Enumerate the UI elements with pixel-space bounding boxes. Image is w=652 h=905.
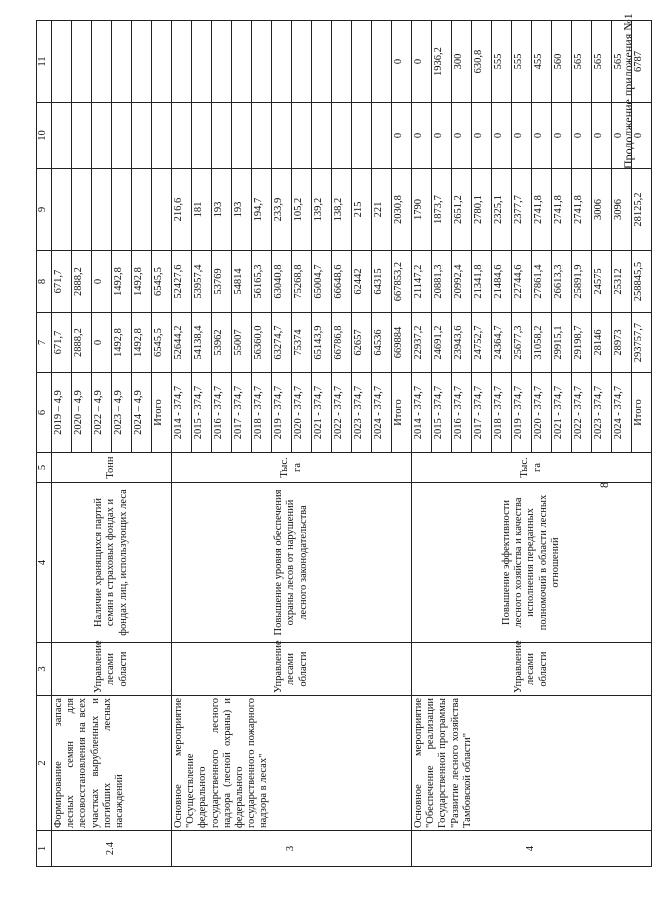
value-col-11: 565	[572, 21, 592, 103]
value-col-9	[112, 169, 132, 251]
measure-3-indicator: Повышение уровня обеспечения охраны лесов от нарушений лесного законодательства	[172, 483, 412, 643]
column-number: 1	[37, 831, 52, 867]
period-cell: 2019 - 374,7	[512, 373, 532, 453]
continuation-label: Продолжение приложения №1	[621, 13, 635, 169]
value-col-11: 555	[492, 21, 512, 103]
period-cell: Итого	[392, 373, 412, 453]
value-col-10: 0	[392, 103, 412, 169]
value-col-10	[212, 103, 232, 169]
column-number: 4	[37, 483, 52, 643]
value-col-7: 55007	[232, 313, 252, 373]
value-col-10: 0	[632, 103, 652, 169]
value-col-11	[192, 21, 212, 103]
period-cell: Итого	[152, 373, 172, 453]
measure-3-executor: Управление лесами области	[172, 643, 412, 696]
period-cell: 2024 - 374,7	[612, 373, 632, 453]
value-col-7: 669884	[392, 313, 412, 373]
period-cell: 2024 – 4,9	[132, 373, 152, 453]
value-col-9: 139,2	[312, 169, 332, 251]
value-col-9	[92, 169, 112, 251]
column-number: 7	[37, 313, 52, 373]
value-col-9	[52, 169, 72, 251]
value-col-10	[112, 103, 132, 169]
value-col-9: 1873,7	[432, 169, 452, 251]
value-col-7: 66786,8	[332, 313, 352, 373]
value-col-7: 22937,2	[412, 313, 432, 373]
value-col-9	[132, 169, 152, 251]
value-col-11	[112, 21, 132, 103]
value-col-11	[132, 21, 152, 103]
measure-3-number: 3	[172, 831, 412, 867]
value-col-7: 6545,5	[152, 313, 172, 373]
value-col-7: 29915,1	[552, 313, 572, 373]
value-col-8: 62442	[352, 251, 372, 313]
value-col-10: 0	[612, 103, 632, 169]
value-col-9: 221	[372, 169, 392, 251]
value-col-9	[72, 169, 92, 251]
period-cell: 2015 - 374,7	[432, 373, 452, 453]
value-col-7: 31058,2	[532, 313, 552, 373]
column-number: 3	[37, 643, 52, 696]
value-col-10: 0	[472, 103, 492, 169]
value-col-11: 300	[452, 21, 472, 103]
value-col-8: 52427,6	[172, 251, 192, 313]
value-col-11: 6787	[632, 21, 652, 103]
measure-2-4-unit: Тонн	[52, 453, 172, 483]
table-row	[412, 21, 432, 867]
measure-2-4-indicator: Наличие хранящихся партий семян в страховых фондах и фондах лиц, использующих леса	[52, 483, 172, 643]
value-col-8: 54814	[232, 251, 252, 313]
value-col-7: 293757,7	[632, 313, 652, 373]
value-col-8: 66648,6	[332, 251, 352, 313]
value-col-9: 138,2	[332, 169, 352, 251]
value-col-7: 65143,9	[312, 313, 332, 373]
value-col-10	[172, 103, 192, 169]
value-col-7: 671,7	[52, 313, 72, 373]
period-cell: 2016 - 374,7	[452, 373, 472, 453]
period-cell: 2016 - 374,7	[212, 373, 232, 453]
measure-2-4-executor: Управление лесами области	[52, 643, 172, 696]
value-col-10: 0	[552, 103, 572, 169]
period-cell: 2017 - 374,7	[232, 373, 252, 453]
value-col-10	[272, 103, 292, 169]
value-col-8: 22744,6	[512, 251, 532, 313]
table-row	[52, 21, 72, 867]
measure-2-4-number: 2.4	[52, 831, 172, 867]
period-cell: 2019 – 4,9	[52, 373, 72, 453]
measure-3-unit: Тыс. га	[172, 453, 412, 483]
value-col-10: 0	[572, 103, 592, 169]
value-col-11: 630,8	[472, 21, 492, 103]
value-col-11	[252, 21, 272, 103]
value-col-11	[292, 21, 312, 103]
table-row	[172, 21, 192, 867]
value-col-8: 25312	[612, 251, 632, 313]
value-col-7: 24752,7	[472, 313, 492, 373]
value-col-9: 2741,8	[552, 169, 572, 251]
value-col-8: 75268,8	[292, 251, 312, 313]
value-col-11	[212, 21, 232, 103]
value-col-11	[352, 21, 372, 103]
period-cell: 2023 - 374,7	[592, 373, 612, 453]
value-col-10	[312, 103, 332, 169]
value-col-8: 53957,4	[192, 251, 212, 313]
period-cell: 2022 - 374,7	[332, 373, 352, 453]
value-col-7: 56360,0	[252, 313, 272, 373]
period-cell: 2021 - 374,7	[312, 373, 332, 453]
value-col-11: 555	[512, 21, 532, 103]
period-cell: 2015 - 374,7	[192, 373, 212, 453]
value-col-10	[52, 103, 72, 169]
value-col-11: 0	[412, 21, 432, 103]
value-col-8: 27861,4	[532, 251, 552, 313]
value-col-7: 52644,2	[172, 313, 192, 373]
column-number: 8	[37, 251, 52, 313]
value-col-8: 2888,2	[72, 251, 92, 313]
value-col-10	[352, 103, 372, 169]
value-col-9: 193	[232, 169, 252, 251]
value-col-10: 0	[532, 103, 552, 169]
measure-4-number: 4	[412, 831, 652, 867]
period-cell: 2019 - 374,7	[272, 373, 292, 453]
value-col-10: 0	[432, 103, 452, 169]
value-col-7: 62657	[352, 313, 372, 373]
value-col-10: 0	[452, 103, 472, 169]
value-col-11	[52, 21, 72, 103]
value-col-10	[252, 103, 272, 169]
period-cell: 2014 - 374,7	[412, 373, 432, 453]
value-col-8: 21341,8	[472, 251, 492, 313]
value-col-9: 233,9	[272, 169, 292, 251]
value-col-9: 2651,2	[452, 169, 472, 251]
value-col-11: 565	[612, 21, 632, 103]
value-col-8: 0	[92, 251, 112, 313]
column-number: 6	[37, 373, 52, 453]
value-col-11	[72, 21, 92, 103]
value-col-7: 1492,8	[112, 313, 132, 373]
value-col-8: 63040,8	[272, 251, 292, 313]
period-cell: 2024 - 374,7	[372, 373, 392, 453]
measure-3-title: Основное мероприятие "Осуществление федерального государственного лесного надзора (лесной охраны) и федерального государственного пожарного надзора в лесах"	[172, 696, 412, 831]
value-col-7: 29198,7	[572, 313, 592, 373]
value-col-7: 28973	[612, 313, 632, 373]
period-cell: 2018 - 374,7	[252, 373, 272, 453]
value-col-9: 2377,7	[512, 169, 532, 251]
measure-2-4-title: Формирование запаса лесных семян для лесовосстановления на всех участках вырубленных и погибших лесных насаждений	[52, 696, 172, 831]
value-col-10: 0	[592, 103, 612, 169]
measure-4-executor: Управление лесами области	[412, 643, 652, 696]
value-col-7: 23943,6	[452, 313, 472, 373]
value-col-10	[152, 103, 172, 169]
measure-4-title: Основное мероприятие "Обеспечение реализации Государственной программы "Развитие лесного хозяйства Тамбовской области"	[412, 696, 652, 831]
value-col-8: 6545,5	[152, 251, 172, 313]
value-col-8: 53769	[212, 251, 232, 313]
value-col-8: 20881,3	[432, 251, 452, 313]
value-col-11: 0	[392, 21, 412, 103]
value-col-9: 3096	[612, 169, 632, 251]
value-col-11: 455	[532, 21, 552, 103]
value-col-10	[292, 103, 312, 169]
column-number: 11	[37, 21, 52, 103]
value-col-10	[72, 103, 92, 169]
value-col-9: 1790	[412, 169, 432, 251]
period-cell: 2023 – 4,9	[112, 373, 132, 453]
value-col-7: 28146	[592, 313, 612, 373]
period-cell: Итого	[632, 373, 652, 453]
value-col-8: 24575	[592, 251, 612, 313]
value-col-8: 21147,2	[412, 251, 432, 313]
value-col-8: 1492,8	[112, 251, 132, 313]
value-col-9: 215	[352, 169, 372, 251]
value-col-11	[372, 21, 392, 103]
program-table	[36, 20, 652, 867]
value-col-8: 667853,2	[392, 251, 412, 313]
value-col-9: 194,7	[252, 169, 272, 251]
value-col-10: 0	[412, 103, 432, 169]
value-col-8: 25891,9	[572, 251, 592, 313]
value-col-7: 0	[92, 313, 112, 373]
column-number: 9	[37, 169, 52, 251]
value-col-7: 75374	[292, 313, 312, 373]
value-col-9: 3006	[592, 169, 612, 251]
period-cell: 2018 - 374,7	[492, 373, 512, 453]
value-col-10	[232, 103, 252, 169]
period-cell: 2020 – 4,9	[72, 373, 92, 453]
value-col-7: 24691,2	[432, 313, 452, 373]
value-col-9: 2741,8	[572, 169, 592, 251]
value-col-7: 25677,3	[512, 313, 532, 373]
value-col-7: 1492,8	[132, 313, 152, 373]
period-cell: 2021 - 374,7	[552, 373, 572, 453]
value-col-11: 1936,2	[432, 21, 452, 103]
value-col-8: 1492,8	[132, 251, 152, 313]
value-col-11	[272, 21, 292, 103]
value-col-9: 28125,2	[632, 169, 652, 251]
column-number: 2	[37, 696, 52, 831]
value-col-7: 54138,4	[192, 313, 212, 373]
value-col-9: 181	[192, 169, 212, 251]
value-col-9: 2325,1	[492, 169, 512, 251]
value-col-9: 2741,8	[532, 169, 552, 251]
value-col-10: 0	[492, 103, 512, 169]
value-col-9: 105,2	[292, 169, 312, 251]
value-col-8: 258845,5	[632, 251, 652, 313]
value-col-10	[372, 103, 392, 169]
page-number: 8	[597, 482, 611, 488]
value-col-11	[312, 21, 332, 103]
value-col-8: 65004,7	[312, 251, 332, 313]
value-col-8: 26613,3	[552, 251, 572, 313]
value-col-8: 64315	[372, 251, 392, 313]
value-col-7: 53962	[212, 313, 232, 373]
value-col-8: 20992,4	[452, 251, 472, 313]
period-cell: 2023 - 374,7	[352, 373, 372, 453]
period-cell: 2020 - 374,7	[532, 373, 552, 453]
column-number: 5	[37, 453, 52, 483]
value-col-11	[232, 21, 252, 103]
measure-4-unit: Тыс. га	[412, 453, 652, 483]
value-col-11	[92, 21, 112, 103]
period-cell: 2022 – 4,9	[92, 373, 112, 453]
value-col-9: 2780,1	[472, 169, 492, 251]
value-col-9: 193	[212, 169, 232, 251]
value-col-9	[152, 169, 172, 251]
value-col-7: 64536	[372, 313, 392, 373]
period-cell: 2014 - 374,7	[172, 373, 192, 453]
period-cell: 2020 - 374,7	[292, 373, 312, 453]
period-cell: 2022 - 374,7	[572, 373, 592, 453]
value-col-9: 216,6	[172, 169, 192, 251]
value-col-10: 0	[512, 103, 532, 169]
value-col-11: 565	[592, 21, 612, 103]
value-col-10	[132, 103, 152, 169]
value-col-9: 2030,8	[392, 169, 412, 251]
value-col-7: 2888,2	[72, 313, 92, 373]
value-col-11	[172, 21, 192, 103]
value-col-11	[332, 21, 352, 103]
period-cell: 2017 - 374,7	[472, 373, 492, 453]
column-number: 10	[37, 103, 52, 169]
column-number-row	[37, 21, 52, 867]
value-col-10	[332, 103, 352, 169]
value-col-7: 63274,7	[272, 313, 292, 373]
value-col-11	[152, 21, 172, 103]
value-col-7: 24364,7	[492, 313, 512, 373]
value-col-8: 21484,6	[492, 251, 512, 313]
value-col-10	[92, 103, 112, 169]
measure-4-indicator: Повышение эффективности лесного хозяйства и качества исполнения переданных полномочий в области лесных отношений	[412, 483, 652, 643]
value-col-8: 56165,3	[252, 251, 272, 313]
value-col-10	[192, 103, 212, 169]
value-col-8: 671,7	[52, 251, 72, 313]
value-col-11: 560	[552, 21, 572, 103]
